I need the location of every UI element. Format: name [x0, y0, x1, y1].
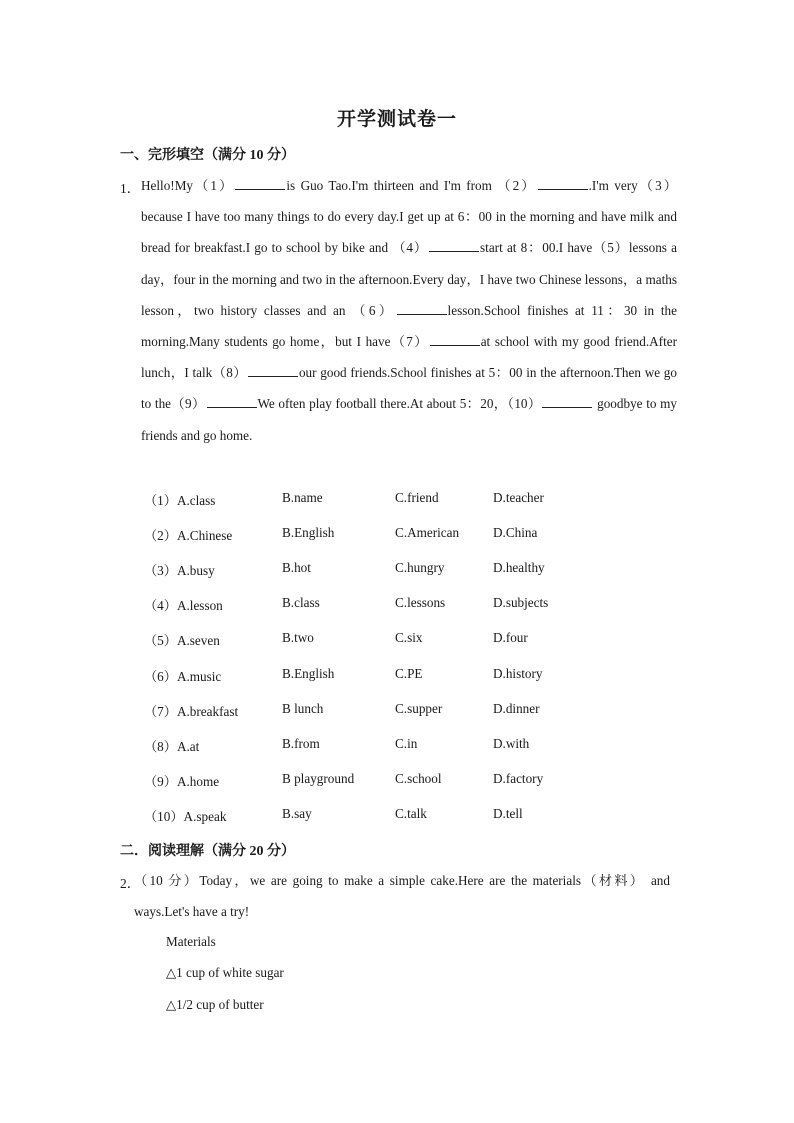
section-heading-reading: 二．阅读理解（满分 20 分） — [120, 844, 295, 859]
passage-text: Hello!My（1） — [141, 178, 235, 193]
option-a[interactable]: （2）A.Chinese — [144, 528, 233, 543]
option-c[interactable]: C.in — [395, 736, 418, 751]
blank-2[interactable] — [538, 177, 588, 190]
material-item: △1 cup of white sugar — [166, 965, 284, 980]
option-b[interactable]: B.name — [282, 490, 323, 505]
page-title: 开学测试卷一 — [336, 109, 457, 130]
option-d[interactable]: D.healthy — [493, 560, 545, 575]
option-b[interactable]: B.class — [282, 595, 320, 610]
option-c[interactable]: C.six — [395, 630, 423, 645]
option-a[interactable]: （4）A.lesson — [144, 598, 223, 613]
option-d[interactable]: D.tell — [493, 806, 523, 821]
option-b[interactable]: B.two — [282, 630, 314, 645]
materials-label: Materials — [166, 934, 216, 949]
option-b[interactable]: B.English — [282, 525, 335, 540]
blank-4[interactable] — [429, 239, 479, 252]
blank-8[interactable] — [248, 364, 298, 377]
reading-intro — [134, 865, 670, 927]
option-c[interactable]: C.lessons — [395, 595, 446, 610]
option-b[interactable]: B.from — [282, 736, 320, 751]
reading-intro-text: （10 分）Today，we are going to make a simple cake.Here are the materials（材料） and ways.Let's have a try! — [134, 873, 670, 919]
option-a[interactable]: （6）A.music — [144, 669, 222, 684]
question-number-2: 2． — [120, 876, 141, 891]
passage-text: start at 8：00.I have（5）lessons a day，four in the morning and two in the afternoon.Every day，I have two Chinese lessons，a maths lesson，two history classes and an （6） — [141, 240, 677, 318]
passage-text: .I'm very（3）because I have too many things to do every day.I get up at 6：00 in the morning and have milk and bread for breakfast.I go to school by bike and （4） — [141, 178, 677, 256]
option-c[interactable]: C.supper — [395, 701, 443, 716]
option-b[interactable]: B lunch — [282, 701, 324, 716]
option-d[interactable]: D.with — [493, 736, 530, 751]
passage-text: We often play football there.At about 5：20，（10） — [257, 396, 542, 412]
option-a[interactable]: （7）A.breakfast — [144, 704, 239, 719]
passage-text: at school with my good friend.After lunch，I talk（8） — [141, 334, 677, 381]
option-c[interactable]: C.PE — [395, 666, 423, 681]
option-c[interactable]: C.American — [395, 525, 460, 540]
option-b[interactable]: B playground — [282, 771, 355, 786]
option-a[interactable]: （3）A.busy — [144, 563, 215, 578]
material-item: △1/2 cup of butter — [166, 997, 264, 1012]
option-c[interactable]: C.school — [395, 771, 442, 786]
blank-9[interactable] — [207, 395, 257, 408]
option-b[interactable]: B.English — [282, 666, 335, 681]
option-d[interactable]: D.China — [493, 525, 538, 540]
blank-7[interactable] — [430, 333, 480, 346]
option-b[interactable]: B.say — [282, 806, 312, 821]
option-d[interactable]: D.teacher — [493, 490, 544, 505]
passage-text: our good friends.School finishes at 5：00 in the afternoon.Then we go to the（9） — [141, 365, 677, 412]
option-d[interactable]: D.dinner — [493, 701, 540, 716]
passage-text: lesson.School finishes at 11：30 in the morning.Many students go home，but I have（7） — [141, 302, 677, 350]
option-d[interactable]: D.factory — [493, 771, 544, 786]
option-a[interactable]: （8）A.at — [144, 739, 200, 754]
option-c[interactable]: C.hungry — [395, 560, 445, 575]
passage-text: goodbye to my friends and go home. — [141, 396, 677, 443]
option-a[interactable]: （9）A.home — [144, 774, 220, 789]
option-a[interactable]: （10）A.speak — [144, 809, 227, 824]
blank-1[interactable] — [235, 177, 285, 190]
option-a[interactable]: （5）A.seven — [144, 633, 220, 648]
option-c[interactable]: C.talk — [395, 806, 427, 821]
section-heading-cloze: 一、完形填空（满分 10 分） — [120, 148, 295, 163]
option-d[interactable]: D.history — [493, 666, 543, 681]
blank-10[interactable] — [542, 395, 592, 408]
passage-text: is Guo Tao.I'm thirteen and I'm from （2） — [286, 178, 537, 193]
blank-6[interactable] — [397, 302, 447, 315]
option-d[interactable]: D.four — [493, 630, 528, 645]
cloze-passage — [141, 170, 677, 451]
option-c[interactable]: C.friend — [395, 490, 439, 505]
question-number-1: 1． — [120, 181, 141, 196]
option-a[interactable]: （1）A.class — [144, 493, 216, 508]
option-d[interactable]: D.subjects — [493, 595, 549, 610]
option-b[interactable]: B.hot — [282, 560, 311, 575]
